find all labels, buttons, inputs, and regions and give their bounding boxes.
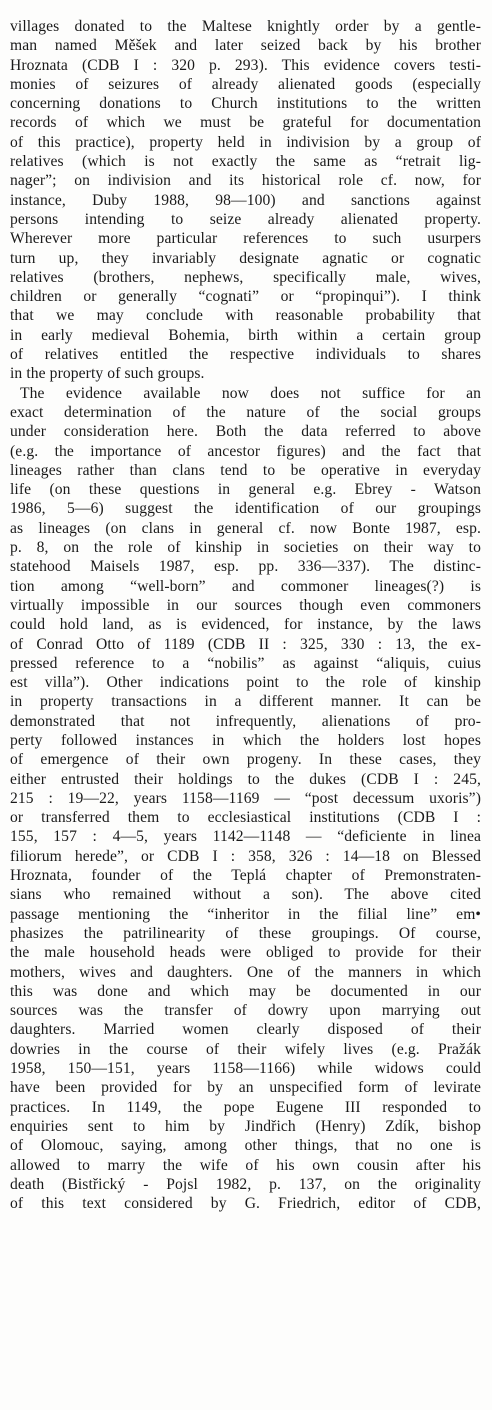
text-line: Hroznata (CDB I : 320 p. 293). This evidence covers testi- xyxy=(10,56,481,74)
text-line: that we may conclude with reasonable probability that xyxy=(10,307,481,325)
text-line: instance, Duby 1988, 98—100) and sanctions against xyxy=(10,191,481,209)
text-line: enquiries sent to him by Jindřich (Henry) Zdík, bishop xyxy=(10,1117,481,1135)
text-line: of Olomouc, saying, among other things, that no one is xyxy=(10,1137,481,1155)
text-line: 1986, 5—6) suggest the identification of our groupings xyxy=(10,500,481,518)
text-line: the male household heads were obliged to provide for their xyxy=(10,944,481,962)
body-text xyxy=(10,17,481,1213)
text-line: concerning donations to Church institutions to the written xyxy=(10,95,481,113)
text-line: demonstrated that not infrequently, alienations of pro- xyxy=(10,712,481,730)
text-line: death (Bistřický - Pojsl 1982, p. 137, on the originality xyxy=(10,1175,481,1193)
text-line: under consideration here. Both the data referred to above xyxy=(10,423,481,441)
text-line: statehood Maisels 1987, esp. pp. 336—337). The distinc- xyxy=(10,558,481,576)
text-line: 155, 157 : 4—5, years 1142—1148 — “deficiente in linea xyxy=(10,828,481,846)
text-line: of Conrad Otto of 1189 (CDB II : 325, 330 : 13, the ex- xyxy=(10,635,481,653)
text-line: persons intending to seize already alienated property. xyxy=(10,210,481,228)
text-line: sians who remained without a son). The above cited xyxy=(10,886,481,904)
text-line: Hroznata, founder of the Teplá chapter of Premonstraten- xyxy=(10,867,481,885)
text-line: pressed reference to a “nobilis” as against “aliquis, cuius xyxy=(10,654,481,672)
text-line: passage mentioning the “inheritor in the filial line” em• xyxy=(10,905,481,923)
text-line: est villa”). Other indications point to the role of kinship xyxy=(10,674,481,692)
text-line: either entrusted their holdings to the dukes (CDB I : 245, xyxy=(10,770,481,788)
text-line: Wherever more particular references to such usurpers xyxy=(10,230,481,248)
text-line: or transferred them to ecclesiastical institutions (CDB I : xyxy=(10,809,481,827)
text-line: perty followed instances in which the holders lost hopes xyxy=(10,731,481,749)
text-line: have been provided for by an unspecified form of levirate xyxy=(10,1079,481,1097)
text-line: of relatives entitled the respective individuals to shares xyxy=(10,346,481,364)
paragraph-end-line: in the property of such groups. xyxy=(10,365,205,383)
text-line: p. 8, on the role of kinship in societies on their way to xyxy=(10,539,481,557)
text-line: in property transactions in a different manner. It can be xyxy=(10,693,481,711)
text-line: tion among “well-born” and commoner lineages(?) is xyxy=(10,577,481,595)
text-line: of this practice), property held in indivision by a group of xyxy=(10,133,481,151)
text-line: (e.g. the importance of ancestor figures) and the fact that xyxy=(10,442,481,460)
text-line: virtually impossible in our sources though even commoners xyxy=(10,596,481,614)
text-line: relatives (which is not exactly the same as “retrait lig- xyxy=(10,153,481,171)
text-line: practices. In 1149, the pope Eugene III responded to xyxy=(10,1098,481,1116)
text-line: nager”; on indivision and its historical role cf. now, for xyxy=(10,172,481,190)
text-line: of emergence of their own progeny. In these cases, they xyxy=(10,751,481,769)
text-line: phasizes the patrilinearity of these groupings. Of course, xyxy=(10,924,481,942)
paragraph-start-line: The evidence available now does not suffice for an xyxy=(20,384,481,402)
text-line: of this text considered by G. Friedrich, editor of CDB, xyxy=(10,1195,481,1213)
text-line: filiorum herede”, or CDB I : 358, 326 : 14—18 on Blessed xyxy=(10,847,481,865)
text-line: dowries in the course of their wifely lives (e.g. Pražák xyxy=(10,1040,481,1058)
text-line: monies of seizures of already alienated goods (especially xyxy=(10,75,481,93)
text-line: records of which we must be grateful for documentation xyxy=(10,114,481,132)
text-line: children or generally “cognati” or “propinqui”). I think xyxy=(10,288,481,306)
text-line: could hold land, as is evidenced, for instance, by the laws xyxy=(10,616,481,634)
text-line: relatives (brothers, nephews, specifically male, wives, xyxy=(10,268,481,286)
text-line: exact determination of the nature of the social groups xyxy=(10,403,481,421)
text-line: 1958, 150—151, years 1158—1166) while widows could xyxy=(10,1060,481,1078)
text-line: life (on these questions in general e.g. Ebrey - Watson xyxy=(10,481,481,499)
text-line: this was done and which may be documented in our xyxy=(10,982,481,1000)
text-line: as lineages (on clans in general cf. now Bonte 1987, esp. xyxy=(10,519,481,537)
text-line: lineages rather than clans tend to be operative in everyday xyxy=(10,461,481,479)
text-line: mothers, wives and daughters. One of the manners in which xyxy=(10,963,481,981)
text-line: allowed to marry the wife of his own cousin after his xyxy=(10,1156,481,1174)
text-line: man named Měšek and later seized back by his brother xyxy=(10,37,481,55)
text-line: daughters. Married women clearly disposed of their xyxy=(10,1021,481,1039)
text-line: sources was the transfer of dowry upon marrying out xyxy=(10,1002,481,1020)
text-line: villages donated to the Maltese knightly order by a gentle- xyxy=(10,18,481,35)
text-line: in early medieval Bohemia, birth within a certain group xyxy=(10,326,481,344)
text-line: 215 : 19—22, years 1158—1169 — “post decessum uxoris”) xyxy=(10,789,481,807)
text-line: turn up, they invariably designate agnatic or cognatic xyxy=(10,249,481,267)
